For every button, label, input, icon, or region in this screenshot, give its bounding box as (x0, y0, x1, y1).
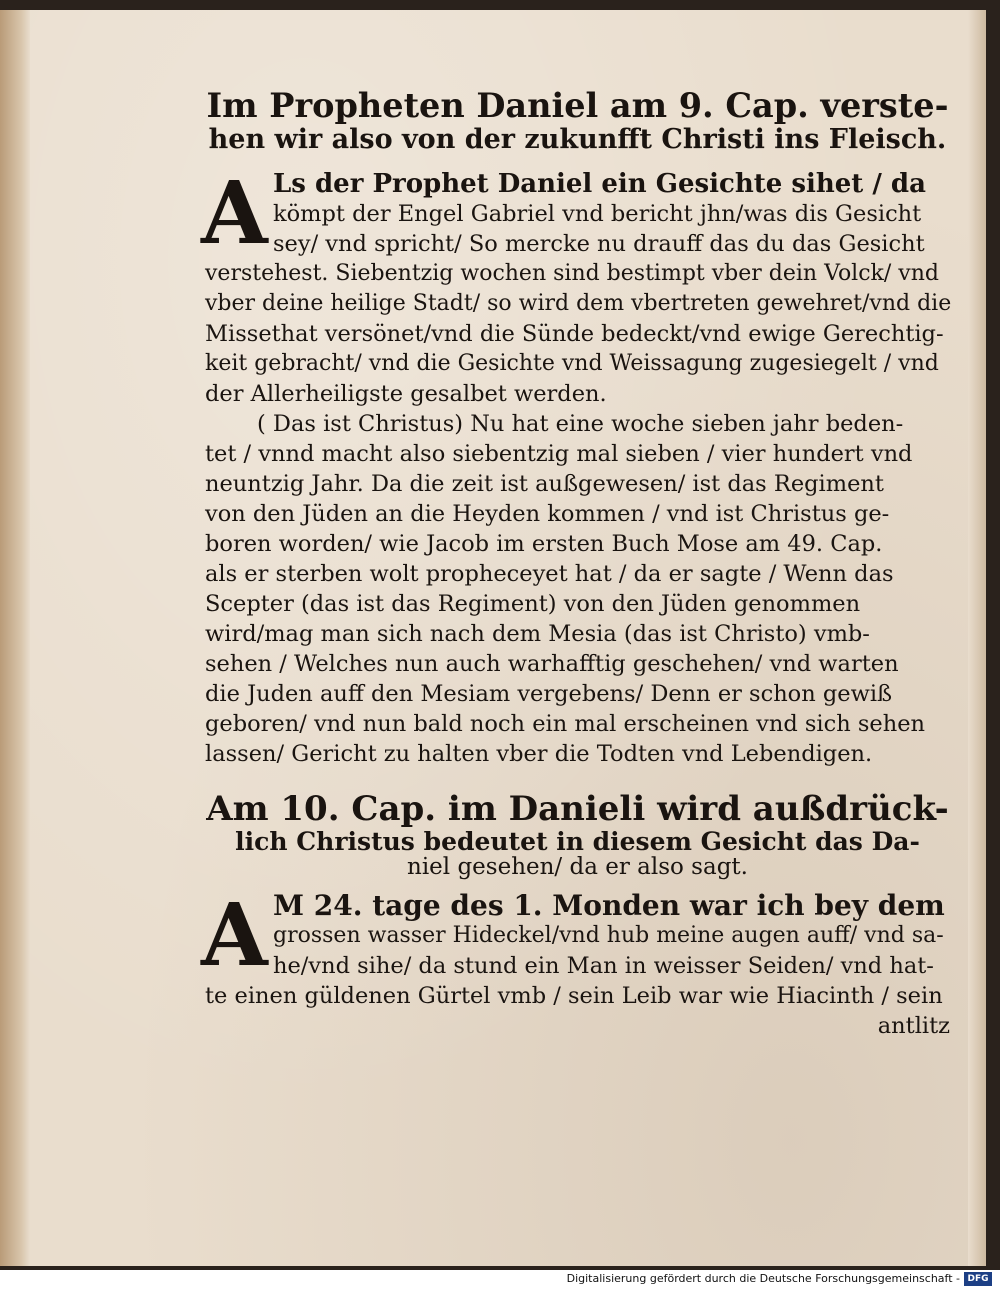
text-line: der Allerheiligste gesalbet werden. (205, 380, 607, 407)
heading-line: Am 10. Cap. im Danieli wird außdrück- (206, 788, 949, 829)
text-line: tet / vnnd macht also siebentzig mal sieben / vier hundert vnd (205, 440, 913, 467)
text-line: ( Das ist Christus) Nu hat eine woche sieben jahr beden- (257, 410, 904, 437)
text-line: Missethat versönet/vnd die Sünde bedeckt/vnd ewige Gerechtig- (205, 320, 944, 347)
text-line: kömpt der Engel Gabriel vnd bericht jhn/was dis Gesicht (273, 200, 922, 227)
text-line: boren worden/ wie Jacob im ersten Buch Mose am 49. Cap. (205, 530, 883, 557)
text-line: von den Jüden an die Heyden kommen / vnd ist Christus ge- (205, 500, 890, 527)
text-line: sehen / Welches nun auch warhafftig geschehen/ vnd warten (205, 650, 899, 677)
section-daniel-9 (201, 162, 952, 769)
drop-capital: A (201, 162, 268, 264)
text-line: Ls der Prophet Daniel ein Gesichte sihet / da (273, 168, 926, 199)
text-line: he/vnd sihe/ da stund ein Man in weisser Seiden/ vnd hat- (273, 952, 934, 979)
text-line: die Juden auff den Mesiam vergebens/ Denn er schon gewiß (205, 680, 893, 707)
text-line: vber deine heilige Stadt/ so wird dem vbertreten gewehret/vnd die (205, 290, 952, 316)
text-line: Scepter (das ist das Regiment) von den Jüden genommen (205, 590, 861, 617)
text-line: wird/mag man sich nach dem Mesia (das ist Christo) vmb- (205, 620, 870, 647)
dfg-logo: DFG (964, 1272, 992, 1286)
heading-line: niel gesehen/ da er also sagt. (407, 854, 748, 881)
footer-bar (0, 1270, 1000, 1290)
heading-line: Im Propheten Daniel am 9. Cap. verste- (206, 86, 949, 125)
text-line: M 24. tage des 1. Monden war ich bey dem (273, 888, 945, 922)
text-line: als er sterben wolt propheceyet hat / da er sagte / Wenn das (205, 560, 894, 587)
text-line: keit gebracht/ vnd die Gesichte vnd Weissagung zugesiegelt / vnd (205, 350, 939, 376)
text-line: grossen wasser Hideckel/vnd hub meine augen auff/ vnd sa- (273, 922, 944, 948)
text-line: lassen/ Gericht zu halten vber die Todten vnd Lebendigen. (205, 740, 873, 767)
paragraph (205, 888, 950, 1041)
heading-line: hen wir also von der zukunfft Christi ins Fleisch. (208, 123, 947, 155)
heading-daniel-10 (205, 788, 950, 881)
text-line: sey/ vnd spricht/ So mercke nu drauff das du das Gesicht (273, 230, 925, 257)
section-daniel-10 (201, 884, 950, 1041)
text-line: neuntzig Jahr. Da die zeit ist außgewesen/ ist das Regiment (205, 470, 884, 497)
heading-daniel-9 (205, 88, 950, 155)
page-gutter-shadow (0, 10, 30, 1266)
drop-capital: A (201, 884, 268, 986)
funding-credit: Digitalisierung gefördert durch die Deutsche Forschungsgemeinschaft - (566, 1272, 960, 1285)
paragraph (205, 169, 950, 769)
page-text (201, 86, 952, 1041)
page-edge-right (968, 10, 986, 1266)
text-line: te einen güldenen Gürtel vmb / sein Leib war wie Hiacinth / sein (205, 982, 943, 1009)
catchword: antlitz (877, 1012, 950, 1039)
text-line: verstehest. Siebentzig wochen sind bestimpt vber dein Volck/ vnd (205, 260, 939, 286)
text-line: geboren/ vnd nun bald noch ein mal erscheinen vnd sich sehen (205, 710, 926, 737)
heading-line: lich Christus bedeutet in diesem Gesicht das Da- (235, 826, 920, 856)
